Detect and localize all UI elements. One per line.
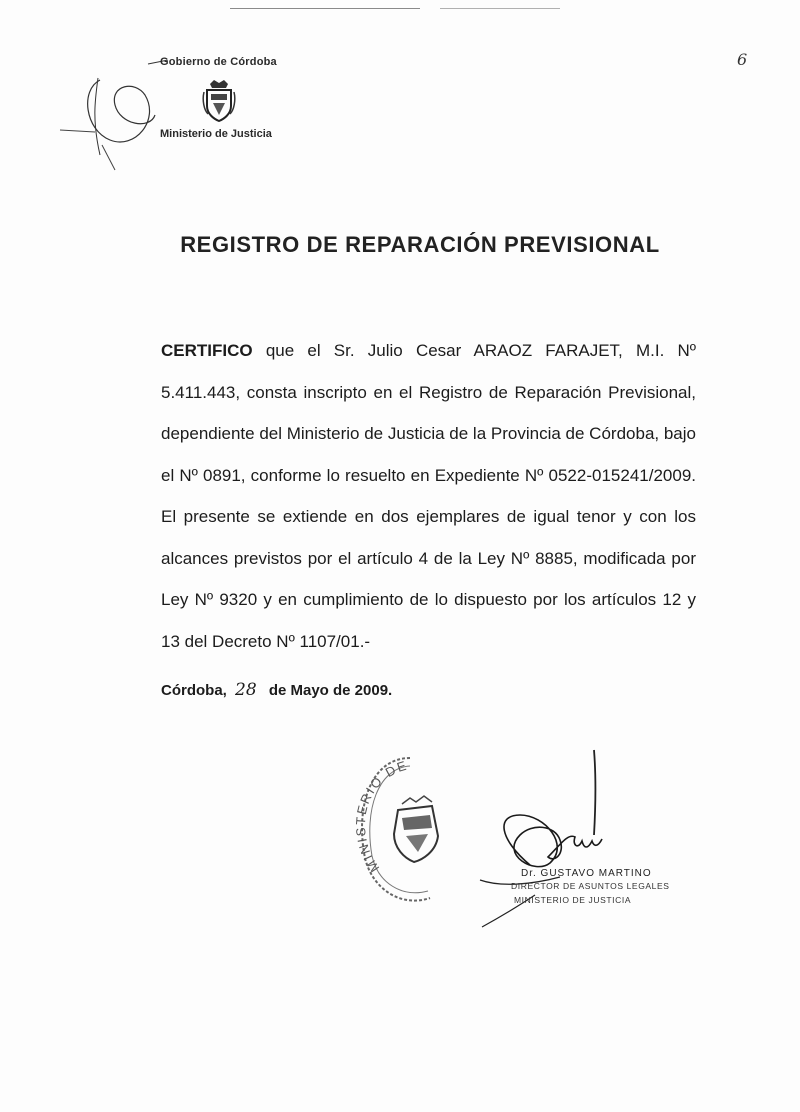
date-line bbox=[161, 680, 392, 700]
scan-artifact-line bbox=[440, 8, 560, 9]
handwritten-scribble bbox=[40, 60, 200, 180]
certificate-text: que el Sr. Julio Cesar ARAOZ FARAJET, M.I. Nº 5.411.443, consta inscripto en el Registro de Reparación Previsional, dependiente del Ministerio de Justicia de la Provincia de Córdoba, bajo el Nº 0891, conforme lo resuelto en Expediente Nº 0522-015241/2009. El presente se extiende en dos ejemplares de igual tenor y con los alcances previstos por el artículo 4 de la Ley Nº 8885, modificada por Ley Nº 9320 y en cumplimiento de lo dispuesto por los artículos 12 y 13 del Decreto Nº 1107/01.- bbox=[161, 341, 696, 651]
page-number: 6 bbox=[737, 50, 748, 69]
signatory-name: Dr. GUSTAVO MARTINO bbox=[521, 868, 652, 879]
seal-text: MINISTERIO DE bbox=[352, 757, 410, 875]
ministry-seal-stamp bbox=[350, 748, 470, 908]
ministry-name: Ministerio de Justicia bbox=[160, 128, 272, 140]
date-suffix: de Mayo de 2009. bbox=[268, 682, 393, 699]
government-name: Gobierno de Córdoba bbox=[160, 56, 277, 68]
date-day-handwritten: 28 bbox=[235, 680, 257, 700]
cordoba-crest-icon bbox=[202, 78, 236, 122]
handwritten-signature bbox=[460, 745, 640, 935]
document-title: REGISTRO DE REPARACIÓN PREVISIONAL bbox=[180, 232, 660, 257]
certificate-body bbox=[161, 330, 696, 662]
date-prefix: Córdoba, bbox=[161, 682, 227, 699]
signatory-title: DIRECTOR DE ASUNTOS LEGALES bbox=[511, 881, 670, 891]
svg-text:MINISTERIO DE bbox=[353, 757, 410, 875]
certifico-label: CERTIFICO bbox=[161, 341, 253, 360]
signatory-ministry: MINISTERIO DE JUSTICIA bbox=[514, 895, 632, 905]
scan-artifact-line bbox=[230, 8, 420, 9]
